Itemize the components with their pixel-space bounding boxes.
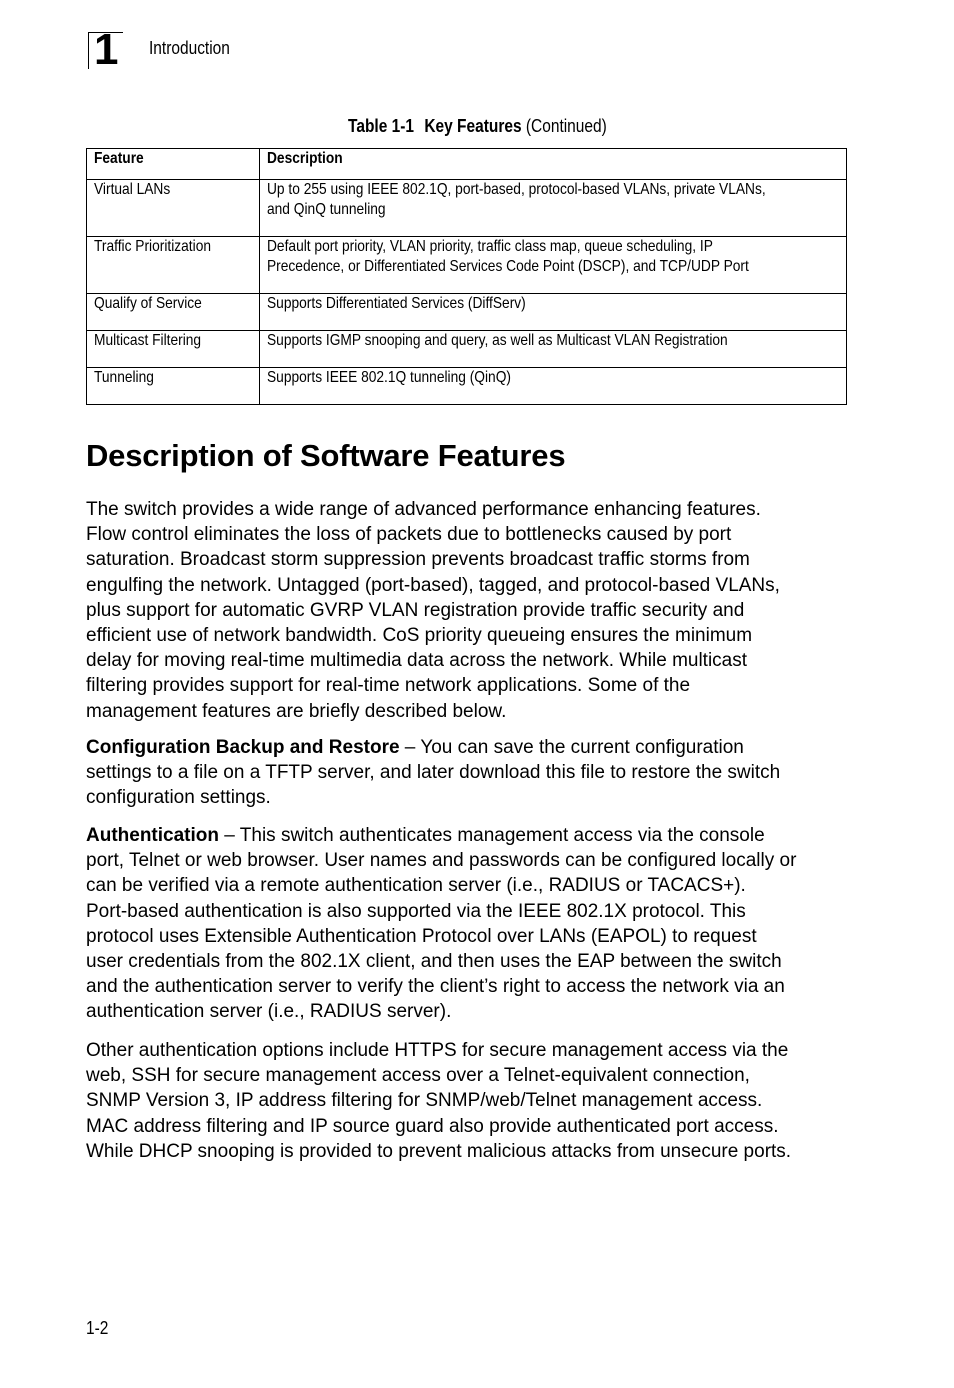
description-cell: Supports Differentiated Services (DiffServ) xyxy=(260,294,847,331)
chapter-number-mark xyxy=(88,25,124,74)
description-cell: Supports IEEE 802.1Q tunneling (QinQ) xyxy=(260,368,847,405)
page-number: 1-2 xyxy=(86,1318,109,1338)
table-caption xyxy=(0,116,954,137)
key-features-table xyxy=(86,148,847,405)
table-caption-title: Key Features xyxy=(423,116,522,136)
other-authentication-paragraph: Other authentication options include HTTPS for secure management access via the web, SSH for secure management access over a Telnet-equivalent connection, SNMP Version 3, IP address filtering for SNMP/web/Telnet management access. MAC address filtering and IP source guard also provide authenticated port access. While DHCP snooping is provided to prevent malicious attacks from unsecure ports. xyxy=(86,1040,792,1162)
authentication-term: Authentication xyxy=(86,825,219,846)
intro-paragraph: The switch provides a wide range of advanced performance enhancing features. Flow control eliminates the loss of packets due to bottlenecks caused by port saturation. Broadcast storm suppression prevents broadcast traffic storms from engulfing the network. Untagged (port-based), tagged, and protocol-based VLANs, plus support for automatic GVRP VLAN registration provide traffic security and efficient use of network bandwidth. CoS priority queueing ensures the minimum delay for moving real-time multimedia data across the network. While multicast filtering provides support for real-time network applications. Some of the management features are briefly described below. xyxy=(86,499,780,722)
config-backup-paragraph: Configuration Backup and Restore – You can save the current configuration settings to a file on a TFTP server, and later download this file to restore the switch configuration settings. xyxy=(86,737,781,809)
table-row xyxy=(87,331,847,368)
column-header-description: Description xyxy=(260,149,847,180)
section-title: Description of Software Features xyxy=(86,438,566,473)
config-backup-term: Configuration Backup and Restore xyxy=(86,737,400,758)
feature-cell: Multicast Filtering xyxy=(87,331,260,368)
table-caption-label: Table 1-1 xyxy=(347,116,414,136)
chapter-number: 1 xyxy=(94,25,118,74)
table-row xyxy=(87,180,847,237)
description-cell: Supports IGMP snooping and query, as well as Multicast VLAN Registration xyxy=(260,331,847,368)
feature-cell: Tunneling xyxy=(87,368,260,405)
authentication-paragraph: Authentication – This switch authenticates management access via the console port, Telnet or web browser. User names and passwords can be configured locally or can be verified via a remote authentication server (i.e., RADIUS or TACACS+). Port-based authentication is also supported via the IEEE 802.1X protocol. This protocol uses Extensible Authentication Protocol over LANs (EAPOL) to request user credentials from the 802.1X client, and then uses the EAP between the switch and the authentication server to verify the client’s right to access the network via an authentication server (i.e., RADIUS server). xyxy=(86,825,797,1023)
feature-cell: Qualify of Service xyxy=(87,294,260,331)
description-cell: Up to 255 using IEEE 802.1Q, port-based, protocol-based VLANs, private VLANs, and QinQ tunneling xyxy=(260,180,847,237)
table-row xyxy=(87,237,847,294)
table-row xyxy=(87,368,847,405)
description-cell: Default port priority, VLAN priority, traffic class map, queue scheduling, IP Precedence, or Differentiated Services Code Point (DSCP), and TCP/UDP Port xyxy=(260,237,847,294)
column-header-feature: Feature xyxy=(87,149,260,180)
feature-cell: Traffic Prioritization xyxy=(87,237,260,294)
feature-cell: Virtual LANs xyxy=(87,180,260,237)
table-caption-suffix: (Continued) xyxy=(525,116,607,136)
table-row xyxy=(87,294,847,331)
running-header-title: Introduction xyxy=(149,38,230,58)
table-header-row xyxy=(87,149,847,180)
